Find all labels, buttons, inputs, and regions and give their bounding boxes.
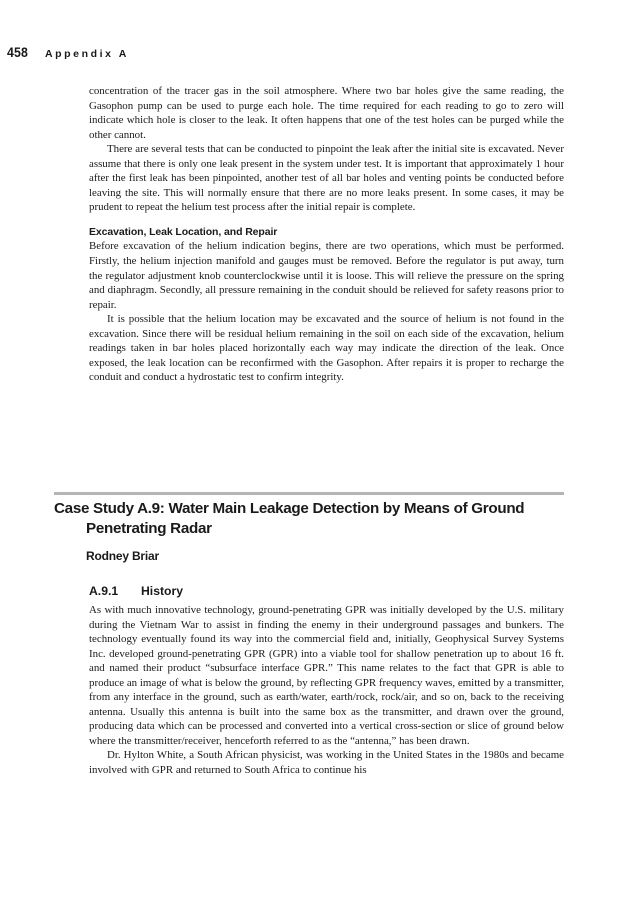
page-number: 458 (7, 44, 29, 60)
section-divider (54, 492, 564, 495)
case-study-title-line1: Case Study A.9: Water Main Leakage Detection by Means of Ground (54, 500, 525, 517)
paragraph: There are several tests that can be conducted to pinpoint the leak after the initial site is excavated. Never assume that there is only one leak present in the system under test. It is important that approximately 1 hour after the first leak has been pinpointed, another test of all bar holes and venting points be conducted before leaving the site. This will normally ensure that there are no more leaks present. In some cases, it may be prudent to repeat the helium test process after the initial repair is complete. (89, 143, 564, 214)
page-header (7, 44, 129, 64)
running-head: Appendix A (44, 48, 129, 60)
paragraph: concentration of the tracer gas in the soil atmosphere. Where two bar holes give the same reading, the Gasophon pump can be used to purge each hole. The time required for each reading to go to zero will indicate which hole is closer to the leak. It often happens that one of the test holes can be purged while the other cannot. (89, 85, 564, 141)
history-section (89, 603, 564, 778)
paragraph: Before excavation of the helium indication begins, there are two operations, which must be performed. Firstly, the helium injection manifold and gauges must be removed. Before the regulator is put away, turn the regulator adjustment knob counterclockwise until it is loose. This will relieve the pressure on the spring and diaphragm. Secondly, all pressure remaining in the conduit should be relieved for safety reasons prior to repair. (89, 240, 564, 311)
author-name: Rodney Briar (86, 549, 159, 563)
section-heading (89, 584, 183, 598)
section-number: A.9.1 (89, 584, 119, 598)
case-study-title (54, 499, 564, 539)
paragraph: Dr. Hylton White, a South African physicist, was working in the United States in the 1980s and became involved with GPR and returned to South Africa to continue his (89, 749, 564, 777)
subsection-heading: Excavation, Leak Location, and Repair (89, 225, 278, 238)
paragraph: As with much innovative technology, ground-penetrating GPR was initially developed by the U.S. military during the Vietnam War to assist in finding the enemy in their underground passages and bunkers. The technology eventually found its way into the commercial field and, initially, Geophysical Survey Systems Inc. developed ground-penetrating GPR (GPR) into a viable tool for shallow penetration up to about 16 ft. and named their product “subsurface interface GPR.” This name relates to the fact that GPR is able to produce an image of what is below the ground, by reflecting GPR frequency waves, emitted by a transmitter, from any interface in the ground, such as earth/water, earth/rock, rock/air, and so on, back to the receiving antenna. Usually this antenna is built into the same box as the transmitter, and drawn over the ground, producing data which can be processed and converted into a vertical cross-section or slice of ground below where the transmitter/receiver, henceforth referred to as the “antenna,” has been drawn. (89, 604, 564, 747)
case-study-title-line2: Penetrating Radar (86, 520, 212, 537)
paragraph: It is possible that the helium location may be excavated and the source of helium is not found in the excavation. Since there will be residual helium remaining in the soil on each side of the excavation, helium readings taken in bar holes placed horizontally each way may indicate the direction of the leak. Once exposed, the leak location can be reconfirmed with the Gasophon. After repairs it is proper to recharge the conduit and conduct a hydrostatic test to confirm integrity. (89, 313, 564, 384)
section-title: History (141, 584, 183, 598)
top-section (89, 84, 564, 385)
